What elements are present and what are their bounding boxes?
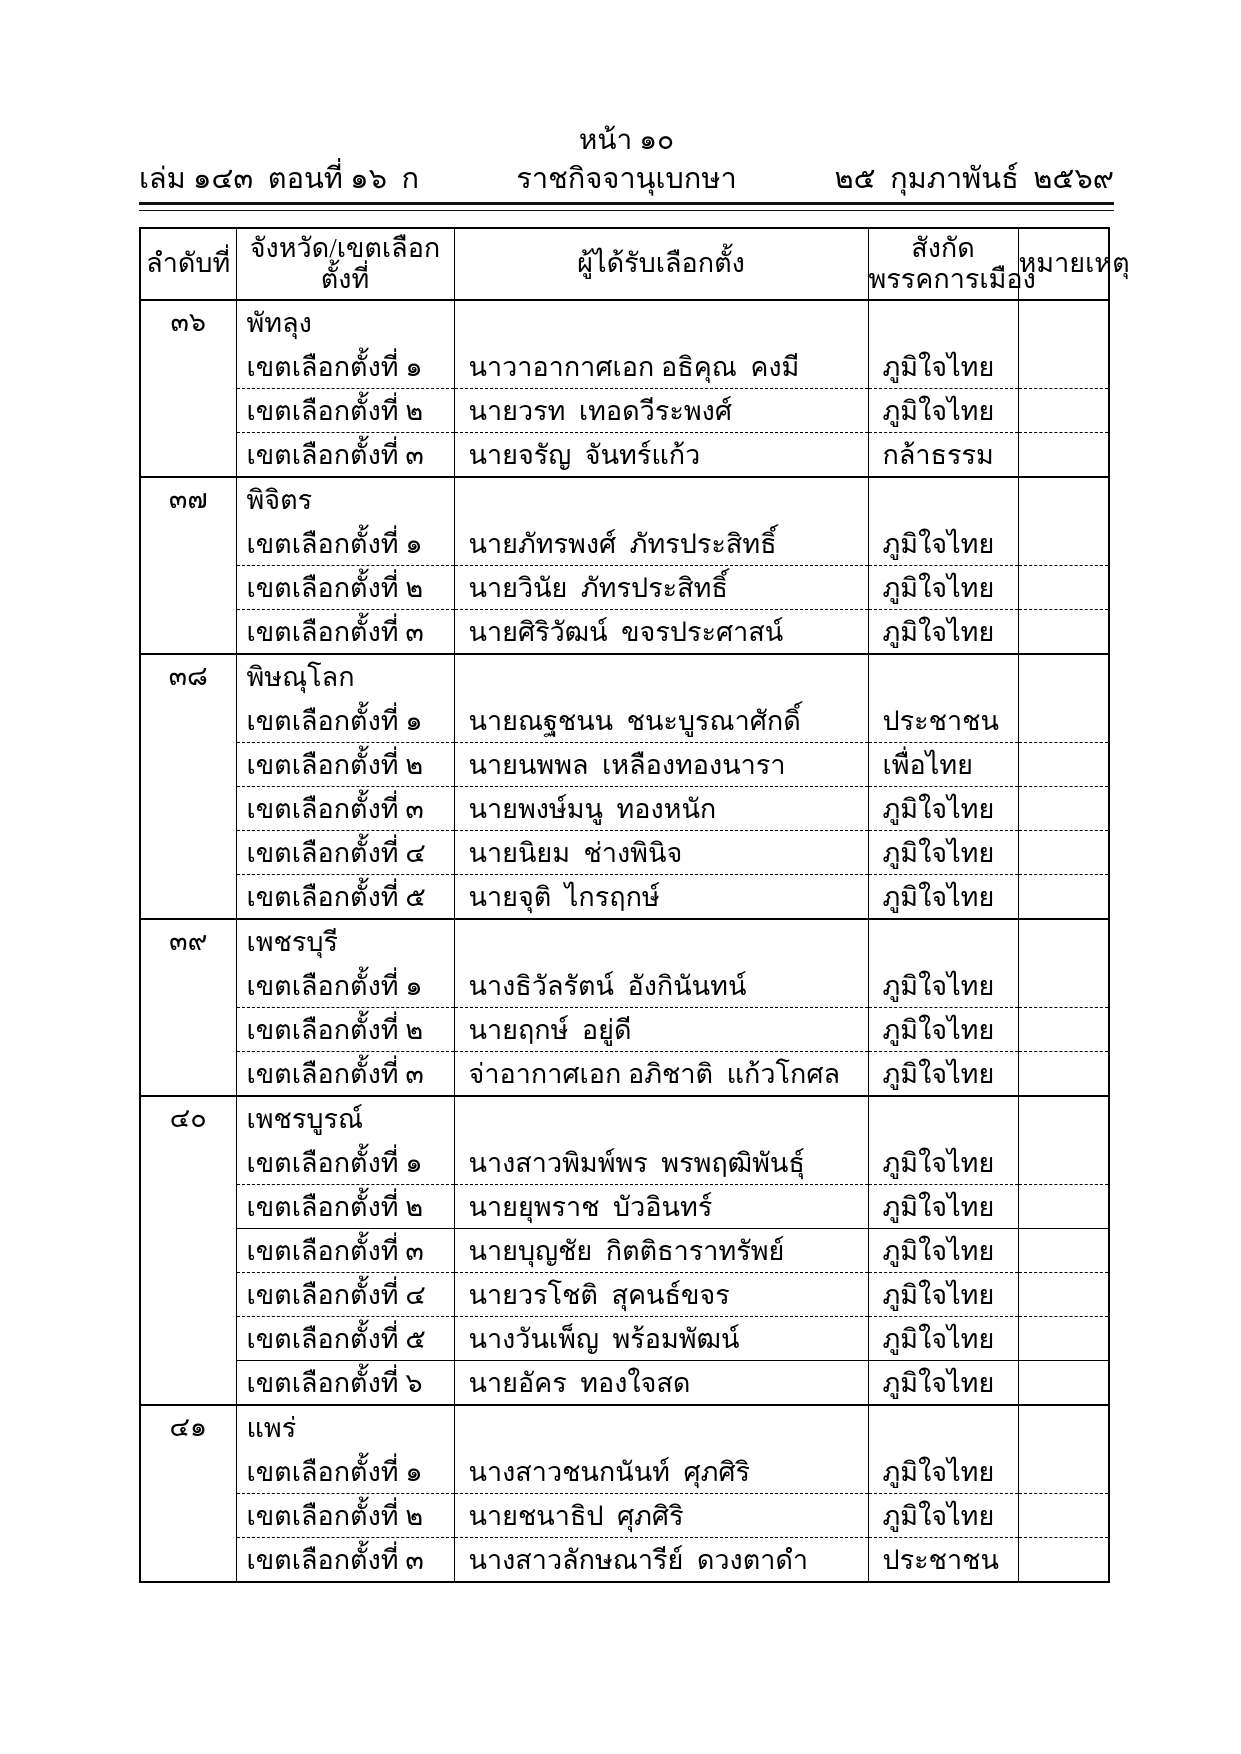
district-cell: เขตเลือกตั้งที่ ๕ <box>236 875 454 920</box>
remark-cell <box>1018 964 1109 1008</box>
remark-cell <box>1018 787 1109 831</box>
remark-cell <box>1018 1494 1109 1538</box>
person-cell: นายอัคร ทองใจสด <box>454 1361 868 1406</box>
order-cell: ๔๑ <box>169 1412 208 1442</box>
election-results-table <box>139 227 1130 1583</box>
header-divider <box>139 202 1114 211</box>
party-cell: ภูมิใจไทย <box>868 1361 1018 1406</box>
column-header-order: ลำดับที่ <box>140 228 236 300</box>
province-name-cell: เพชรบูรณ์ <box>236 1096 454 1141</box>
table-row <box>140 345 1109 389</box>
province-group <box>140 919 1109 1096</box>
remark-cell <box>1018 610 1109 655</box>
remark-cell <box>1018 654 1109 699</box>
remark-cell <box>1018 433 1109 478</box>
person-cell: นายจุติ ไกรฤกษ์ <box>454 875 868 920</box>
table-row <box>140 1229 1109 1273</box>
column-header-elected-person: ผู้ได้รับเลือกตั้ง <box>454 228 868 300</box>
remark-cell <box>1018 1096 1109 1141</box>
province-name-cell: พัทลุง <box>236 300 454 345</box>
remark-cell <box>1018 1008 1109 1052</box>
district-cell: เขตเลือกตั้งที่ ๓ <box>236 1538 454 1583</box>
person-cell: จ่าอากาศเอก อภิชาติ แก้วโกศล <box>454 1052 868 1097</box>
table-row <box>140 1494 1109 1538</box>
remark-cell <box>1018 389 1109 433</box>
remark-cell <box>1018 831 1109 875</box>
remark-cell <box>1018 699 1109 743</box>
table-row <box>140 699 1109 743</box>
party-cell: ภูมิใจไทย <box>868 831 1018 875</box>
table-row <box>140 433 1109 478</box>
district-cell: เขตเลือกตั้งที่ ๑ <box>236 699 454 743</box>
table-row <box>140 1450 1109 1494</box>
party-cell: กล้าธรรม <box>868 433 1018 478</box>
province-name-cell: พิษณุโลก <box>236 654 454 699</box>
person-cell: นางสาวลักษณารีย์ ดวงตาดำ <box>454 1538 868 1583</box>
party-cell: ภูมิใจไทย <box>868 875 1018 920</box>
person-cell: นายฤกษ์ อยู่ดี <box>454 1008 868 1052</box>
party-cell: ภูมิใจไทย <box>868 964 1018 1008</box>
remark-cell <box>1018 1405 1109 1450</box>
district-cell: เขตเลือกตั้งที่ ๒ <box>236 566 454 610</box>
table-row <box>140 875 1109 920</box>
party-cell: ภูมิใจไทย <box>868 1141 1018 1185</box>
masthead <box>139 160 1114 200</box>
table-row <box>140 610 1109 655</box>
district-cell: เขตเลือกตั้งที่ ๕ <box>236 1317 454 1361</box>
column-header-party-line2: พรรคการเมือง <box>868 264 1036 294</box>
person-cell: นายวินัย ภัทรประสิทธิ์ <box>454 566 868 610</box>
party-cell: ภูมิใจไทย <box>868 787 1018 831</box>
district-cell: เขตเลือกตั้งที่ ๓ <box>236 1229 454 1273</box>
person-cell: นายวรท เทอดวีระพงศ์ <box>454 389 868 433</box>
table-row <box>140 787 1109 831</box>
person-cell: นายศิริวัฒน์ ขจรประศาสน์ <box>454 610 868 655</box>
remark-cell <box>1018 1538 1109 1583</box>
province-group <box>140 1405 1109 1582</box>
issue-date: ๒๕ กุมภาพันธ์ ๒๕๖๙ <box>834 163 1114 195</box>
remark-cell <box>1018 1317 1109 1361</box>
remark-cell <box>1018 919 1109 964</box>
volume-label: เล่ม ๑๔๓ ตอนที่ ๑๖ ก <box>139 163 420 195</box>
order-cell: ๓๘ <box>168 661 208 691</box>
person-cell: นายชนาธิป ศุภศิริ <box>454 1494 868 1538</box>
remark-cell <box>1018 1185 1109 1229</box>
district-cell: เขตเลือกตั้งที่ ๒ <box>236 1185 454 1229</box>
party-cell: ภูมิใจไทย <box>868 1008 1018 1052</box>
person-cell: นายวรโชติ สุคนธ์ขจร <box>454 1273 868 1317</box>
table-row <box>140 964 1109 1008</box>
district-cell: เขตเลือกตั้งที่ ๓ <box>236 1052 454 1097</box>
party-cell: ภูมิใจไทย <box>868 610 1018 655</box>
party-cell: ประชาชน <box>868 1538 1018 1583</box>
party-cell: ภูมิใจไทย <box>868 1450 1018 1494</box>
province-group <box>140 300 1109 477</box>
remark-cell <box>1018 1229 1109 1273</box>
province-group <box>140 1096 1109 1405</box>
order-cell: ๓๗ <box>168 484 208 514</box>
remark-cell <box>1018 477 1109 522</box>
person-cell: นางธิวัลรัตน์ อังกินันทน์ <box>454 964 868 1008</box>
person-cell: นางสาวพิมพ์พร พรพฤฒิพันธุ์ <box>454 1141 868 1185</box>
person-cell: นายภัทรพงศ์ ภัทรประสิทธิ์ <box>454 522 868 566</box>
order-cell: ๓๖ <box>170 307 207 337</box>
table-row <box>140 1538 1109 1583</box>
person-cell: นายนิยม ช่างพินิจ <box>454 831 868 875</box>
party-cell: ภูมิใจไทย <box>868 1494 1018 1538</box>
gazette-title: ราชกิจจานุเบกษา <box>516 163 737 195</box>
district-cell: เขตเลือกตั้งที่ ๓ <box>236 610 454 655</box>
table-row <box>140 1361 1109 1406</box>
person-cell: นางวันเพ็ญ พร้อมพัฒน์ <box>454 1317 868 1361</box>
party-cell: ภูมิใจไทย <box>868 566 1018 610</box>
district-cell: เขตเลือกตั้งที่ ๒ <box>236 1494 454 1538</box>
column-header-party-line1: สังกัด <box>911 232 975 263</box>
party-cell: ภูมิใจไทย <box>868 1229 1018 1273</box>
party-cell: ภูมิใจไทย <box>868 1273 1018 1317</box>
party-cell: ประชาชน <box>868 699 1018 743</box>
table-header <box>140 228 1130 300</box>
remark-cell <box>1018 1361 1109 1406</box>
remark-cell <box>1018 1052 1109 1097</box>
table-row <box>140 743 1109 787</box>
district-cell: เขตเลือกตั้งที่ ๒ <box>236 743 454 787</box>
party-cell: ภูมิใจไทย <box>868 389 1018 433</box>
province-name-cell: แพร่ <box>236 1405 454 1450</box>
district-cell: เขตเลือกตั้งที่ ๓ <box>236 787 454 831</box>
table-row <box>140 1185 1109 1229</box>
party-cell: ภูมิใจไทย <box>868 522 1018 566</box>
party-cell: ภูมิใจไทย <box>868 1185 1018 1229</box>
table-row <box>140 1008 1109 1052</box>
province-name-cell: เพชรบุรี <box>236 919 454 964</box>
page-number: หน้า ๑๐ <box>578 125 675 156</box>
remark-cell <box>1018 1273 1109 1317</box>
table-row <box>140 1317 1109 1361</box>
table-row <box>140 1273 1109 1317</box>
table-row <box>140 1052 1109 1097</box>
province-group <box>140 654 1109 919</box>
table-row <box>140 1141 1109 1185</box>
remark-cell <box>1018 300 1109 345</box>
person-cell: นายบุญชัย กิตติธาราทรัพย์ <box>454 1229 868 1273</box>
district-cell: เขตเลือกตั้งที่ ๑ <box>236 964 454 1008</box>
party-cell: เพื่อไทย <box>868 743 1018 787</box>
district-cell: เขตเลือกตั้งที่ ๒ <box>236 389 454 433</box>
remark-cell <box>1018 1141 1109 1185</box>
district-cell: เขตเลือกตั้งที่ ๔ <box>236 831 454 875</box>
province-group <box>140 477 1109 654</box>
district-cell: เขตเลือกตั้งที่ ๖ <box>236 1361 454 1406</box>
district-cell: เขตเลือกตั้งที่ ๒ <box>236 1008 454 1052</box>
party-cell: ภูมิใจไทย <box>868 345 1018 389</box>
district-cell: เขตเลือกตั้งที่ ๑ <box>236 1141 454 1185</box>
district-cell: เขตเลือกตั้งที่ ๔ <box>236 1273 454 1317</box>
person-cell: นายพงษ์มนู ทองหนัก <box>454 787 868 831</box>
district-cell: เขตเลือกตั้งที่ ๑ <box>236 345 454 389</box>
person-cell: นาวาอากาศเอก อธิคุณ คงมี <box>454 345 868 389</box>
person-cell: นางสาวชนกนันท์ ศุภศิริ <box>454 1450 868 1494</box>
remark-cell <box>1018 1450 1109 1494</box>
remark-cell <box>1018 875 1109 920</box>
party-cell: ภูมิใจไทย <box>868 1052 1018 1097</box>
order-cell: ๔๐ <box>169 1103 207 1133</box>
table-row <box>140 389 1109 433</box>
table-row <box>140 566 1109 610</box>
remark-cell <box>1018 743 1109 787</box>
district-cell: เขตเลือกตั้งที่ ๑ <box>236 1450 454 1494</box>
person-cell: นายยุพราช บัวอินทร์ <box>454 1185 868 1229</box>
column-header-remark: หมายเหตุ <box>1018 228 1109 300</box>
person-cell: นายณฐชนน ชนะบูรณาศักดิ์ <box>454 699 868 743</box>
party-cell: ภูมิใจไทย <box>868 1317 1018 1361</box>
person-cell: นายนพพล เหลืองทองนารา <box>454 743 868 787</box>
remark-cell <box>1018 522 1109 566</box>
person-cell: นายจรัญ จันทร์แก้ว <box>454 433 868 478</box>
table-row <box>140 522 1109 566</box>
remark-cell <box>1018 345 1109 389</box>
province-name-cell: พิจิตร <box>236 477 454 522</box>
district-cell: เขตเลือกตั้งที่ ๓ <box>236 433 454 478</box>
district-cell: เขตเลือกตั้งที่ ๑ <box>236 522 454 566</box>
column-header-party <box>868 228 1036 300</box>
remark-cell <box>1018 566 1109 610</box>
order-cell: ๓๙ <box>169 926 208 956</box>
column-header-province-district: จังหวัด/เขตเลือกตั้งที่ <box>236 228 454 300</box>
table-row <box>140 831 1109 875</box>
